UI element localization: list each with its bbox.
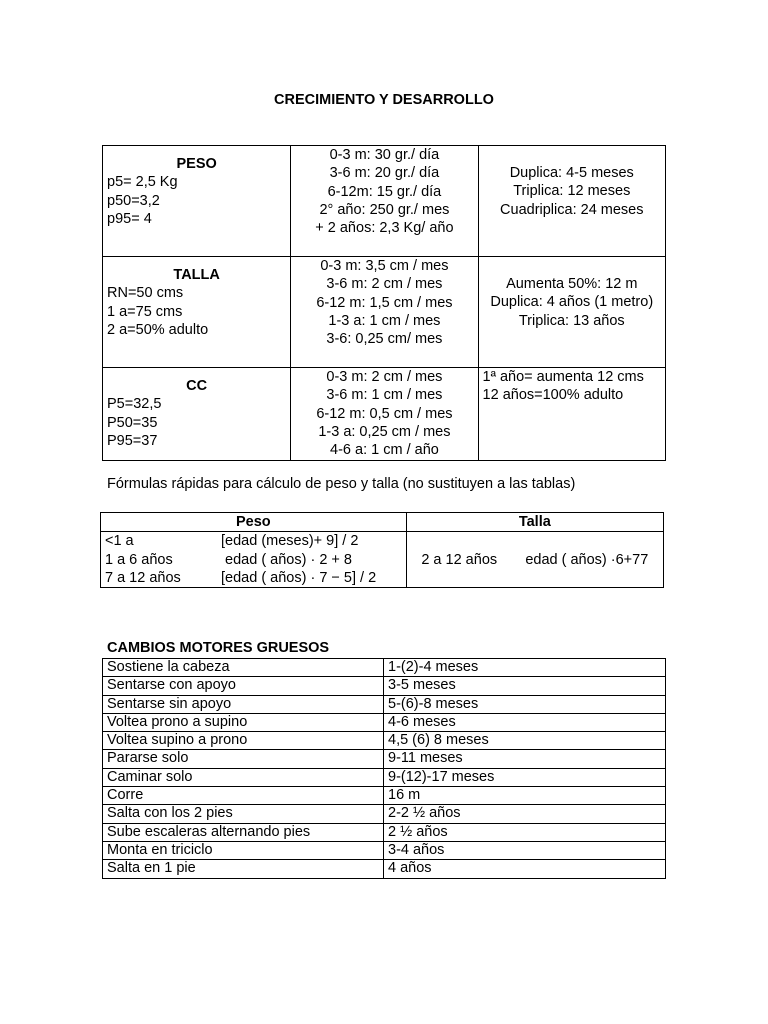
growth-param-value: 2 a=50% adulto xyxy=(107,321,209,338)
growth-row xyxy=(103,257,666,368)
talla-header: Talla xyxy=(406,513,663,532)
motor-milestone: Salta en 1 pie xyxy=(103,860,384,878)
formulas-intro: Fórmulas rápidas para cálculo de peso y talla (no sustituyen a las tablas) xyxy=(107,476,576,492)
growth-param-value: P95=37 xyxy=(107,432,158,449)
motor-row xyxy=(103,787,666,805)
growth-rate: 1-3 a: 1 cm / mes xyxy=(328,312,441,329)
motor-age: 3-4 años xyxy=(384,841,666,859)
peso-formula-row xyxy=(105,532,402,550)
formulas-table xyxy=(100,512,664,588)
growth-rates-cell xyxy=(291,368,478,461)
growth-note: Duplica: 4-5 meses xyxy=(509,165,634,181)
motor-row xyxy=(103,841,666,859)
growth-param-name: TALLA xyxy=(173,267,220,283)
growth-param-name: CC xyxy=(186,378,208,394)
growth-param-cell xyxy=(103,257,291,368)
peso-header: Peso xyxy=(101,513,407,532)
motor-row xyxy=(103,805,666,823)
motor-milestone: Monta en triciclo xyxy=(103,841,384,859)
motor-row xyxy=(103,860,666,878)
growth-rate: + 2 años: 2,3 Kg/ año xyxy=(315,220,454,237)
growth-param-value: p5= 2,5 Kg xyxy=(107,174,178,191)
motor-milestone: Sostiene la cabeza xyxy=(103,659,384,677)
motor-age: 9-11 meses xyxy=(384,750,666,768)
motor-milestone: Sube escaleras alternando pies xyxy=(103,823,384,841)
motor-age: 5-(6)-8 meses xyxy=(384,695,666,713)
talla-age: 2 a 12 años xyxy=(421,551,498,568)
growth-rate: 4-6 a: 1 cm / año xyxy=(330,442,439,459)
motor-milestone: Voltea prono a supino xyxy=(103,713,384,731)
growth-param-name: PESO xyxy=(176,156,217,172)
motor-milestone: Voltea supino a prono xyxy=(103,732,384,750)
growth-table xyxy=(102,145,666,461)
growth-param-value: p95= 4 xyxy=(107,210,152,227)
motor-age: 1-(2)-4 meses xyxy=(384,659,666,677)
growth-rates-cell xyxy=(291,257,478,368)
peso-formula: edad ( años) · 2 + 8 xyxy=(221,551,352,568)
growth-note: 1ª año= aumenta 12 cms xyxy=(482,369,644,385)
growth-rate: 2° año: 250 gr./ mes xyxy=(319,201,450,218)
growth-rate: 6-12m: 15 gr./ día xyxy=(327,183,442,200)
growth-rate: 3-6 m: 1 cm / mes xyxy=(326,387,443,404)
growth-param-value: P50=35 xyxy=(107,414,158,431)
peso-formulas-cell xyxy=(101,532,407,588)
growth-notes-cell xyxy=(478,368,665,461)
motor-age: 2-2 ½ años xyxy=(384,805,666,823)
motor-age: 2 ½ años xyxy=(384,823,666,841)
motor-row xyxy=(103,823,666,841)
growth-row xyxy=(103,368,666,461)
growth-rates-cell xyxy=(291,146,478,257)
motor-row xyxy=(103,695,666,713)
growth-param-cell xyxy=(103,146,291,257)
motor-row xyxy=(103,659,666,677)
motor-milestone: Sentarse con apoyo xyxy=(103,677,384,695)
motor-milestone: Caminar solo xyxy=(103,768,384,786)
growth-param-cell xyxy=(103,368,291,461)
motor-age: 4-6 meses xyxy=(384,713,666,731)
growth-rate: 0-3 m: 30 gr./ día xyxy=(329,147,440,163)
peso-formula-row xyxy=(105,551,402,569)
growth-rate: 3-6: 0,25 cm/ mes xyxy=(326,331,443,348)
peso-age: 1 a 6 años xyxy=(105,551,173,568)
peso-age: 7 a 12 años xyxy=(105,569,181,586)
document-title: CRECIMIENTO Y DESARROLLO xyxy=(274,92,494,108)
growth-notes-cell xyxy=(478,257,665,368)
motor-row xyxy=(103,732,666,750)
peso-formula-row xyxy=(105,569,402,587)
peso-formula: [edad (meses)+ 9] / 2 xyxy=(221,533,359,550)
growth-param-value: RN=50 cms xyxy=(107,285,184,302)
growth-notes-cell xyxy=(478,146,665,257)
motor-row xyxy=(103,750,666,768)
motor-milestone: Pararse solo xyxy=(103,750,384,768)
motor-milestone: Corre xyxy=(103,787,384,805)
growth-note: Triplica: 12 meses xyxy=(513,183,631,200)
growth-rate: 6-12 m: 1,5 cm / mes xyxy=(316,294,453,311)
growth-rate: 0-3 m: 3,5 cm / mes xyxy=(320,258,449,274)
talla-formula: edad ( años) ·6+77 xyxy=(525,551,649,568)
motor-age: 9-(12)-17 meses xyxy=(384,768,666,786)
motor-age: 4,5 (6) 8 meses xyxy=(384,732,666,750)
motor-milestone: Salta con los 2 pies xyxy=(103,805,384,823)
motor-age: 3-5 meses xyxy=(384,677,666,695)
motor-title: CAMBIOS MOTORES GRUESOS xyxy=(107,640,330,656)
motor-milestone: Sentarse sin apoyo xyxy=(103,695,384,713)
motor-age: 4 años xyxy=(384,860,666,878)
motor-row xyxy=(103,713,666,731)
growth-rate: 0-3 m: 2 cm / mes xyxy=(326,369,443,385)
growth-rate: 3-6 m: 2 cm / mes xyxy=(326,276,443,293)
growth-note: Cuadriplica: 24 meses xyxy=(500,201,644,218)
growth-param-value: 1 a=75 cms xyxy=(107,303,183,320)
growth-rate: 1-3 a: 0,25 cm / mes xyxy=(318,423,451,440)
peso-formula: [edad ( años) · 7 − 5] / 2 xyxy=(221,569,377,586)
motor-age: 16 m xyxy=(384,787,666,805)
growth-row xyxy=(103,146,666,257)
growth-note: 12 años=100% adulto xyxy=(482,387,624,404)
growth-note: Triplica: 13 años xyxy=(518,312,625,329)
growth-param-value: p50=3,2 xyxy=(107,192,160,209)
talla-formula-cell xyxy=(406,532,663,588)
growth-note: Duplica: 4 años (1 metro) xyxy=(490,294,654,311)
growth-note: Aumenta 50%: 12 m xyxy=(506,276,638,292)
peso-age: <1 a xyxy=(105,533,134,550)
motor-row xyxy=(103,677,666,695)
growth-rate: 3-6 m: 20 gr./ día xyxy=(329,165,440,182)
growth-param-value: P5=32,5 xyxy=(107,396,162,413)
growth-rate: 6-12 m: 0,5 cm / mes xyxy=(316,405,453,422)
motor-row xyxy=(103,768,666,786)
motor-milestones-table xyxy=(102,658,666,879)
